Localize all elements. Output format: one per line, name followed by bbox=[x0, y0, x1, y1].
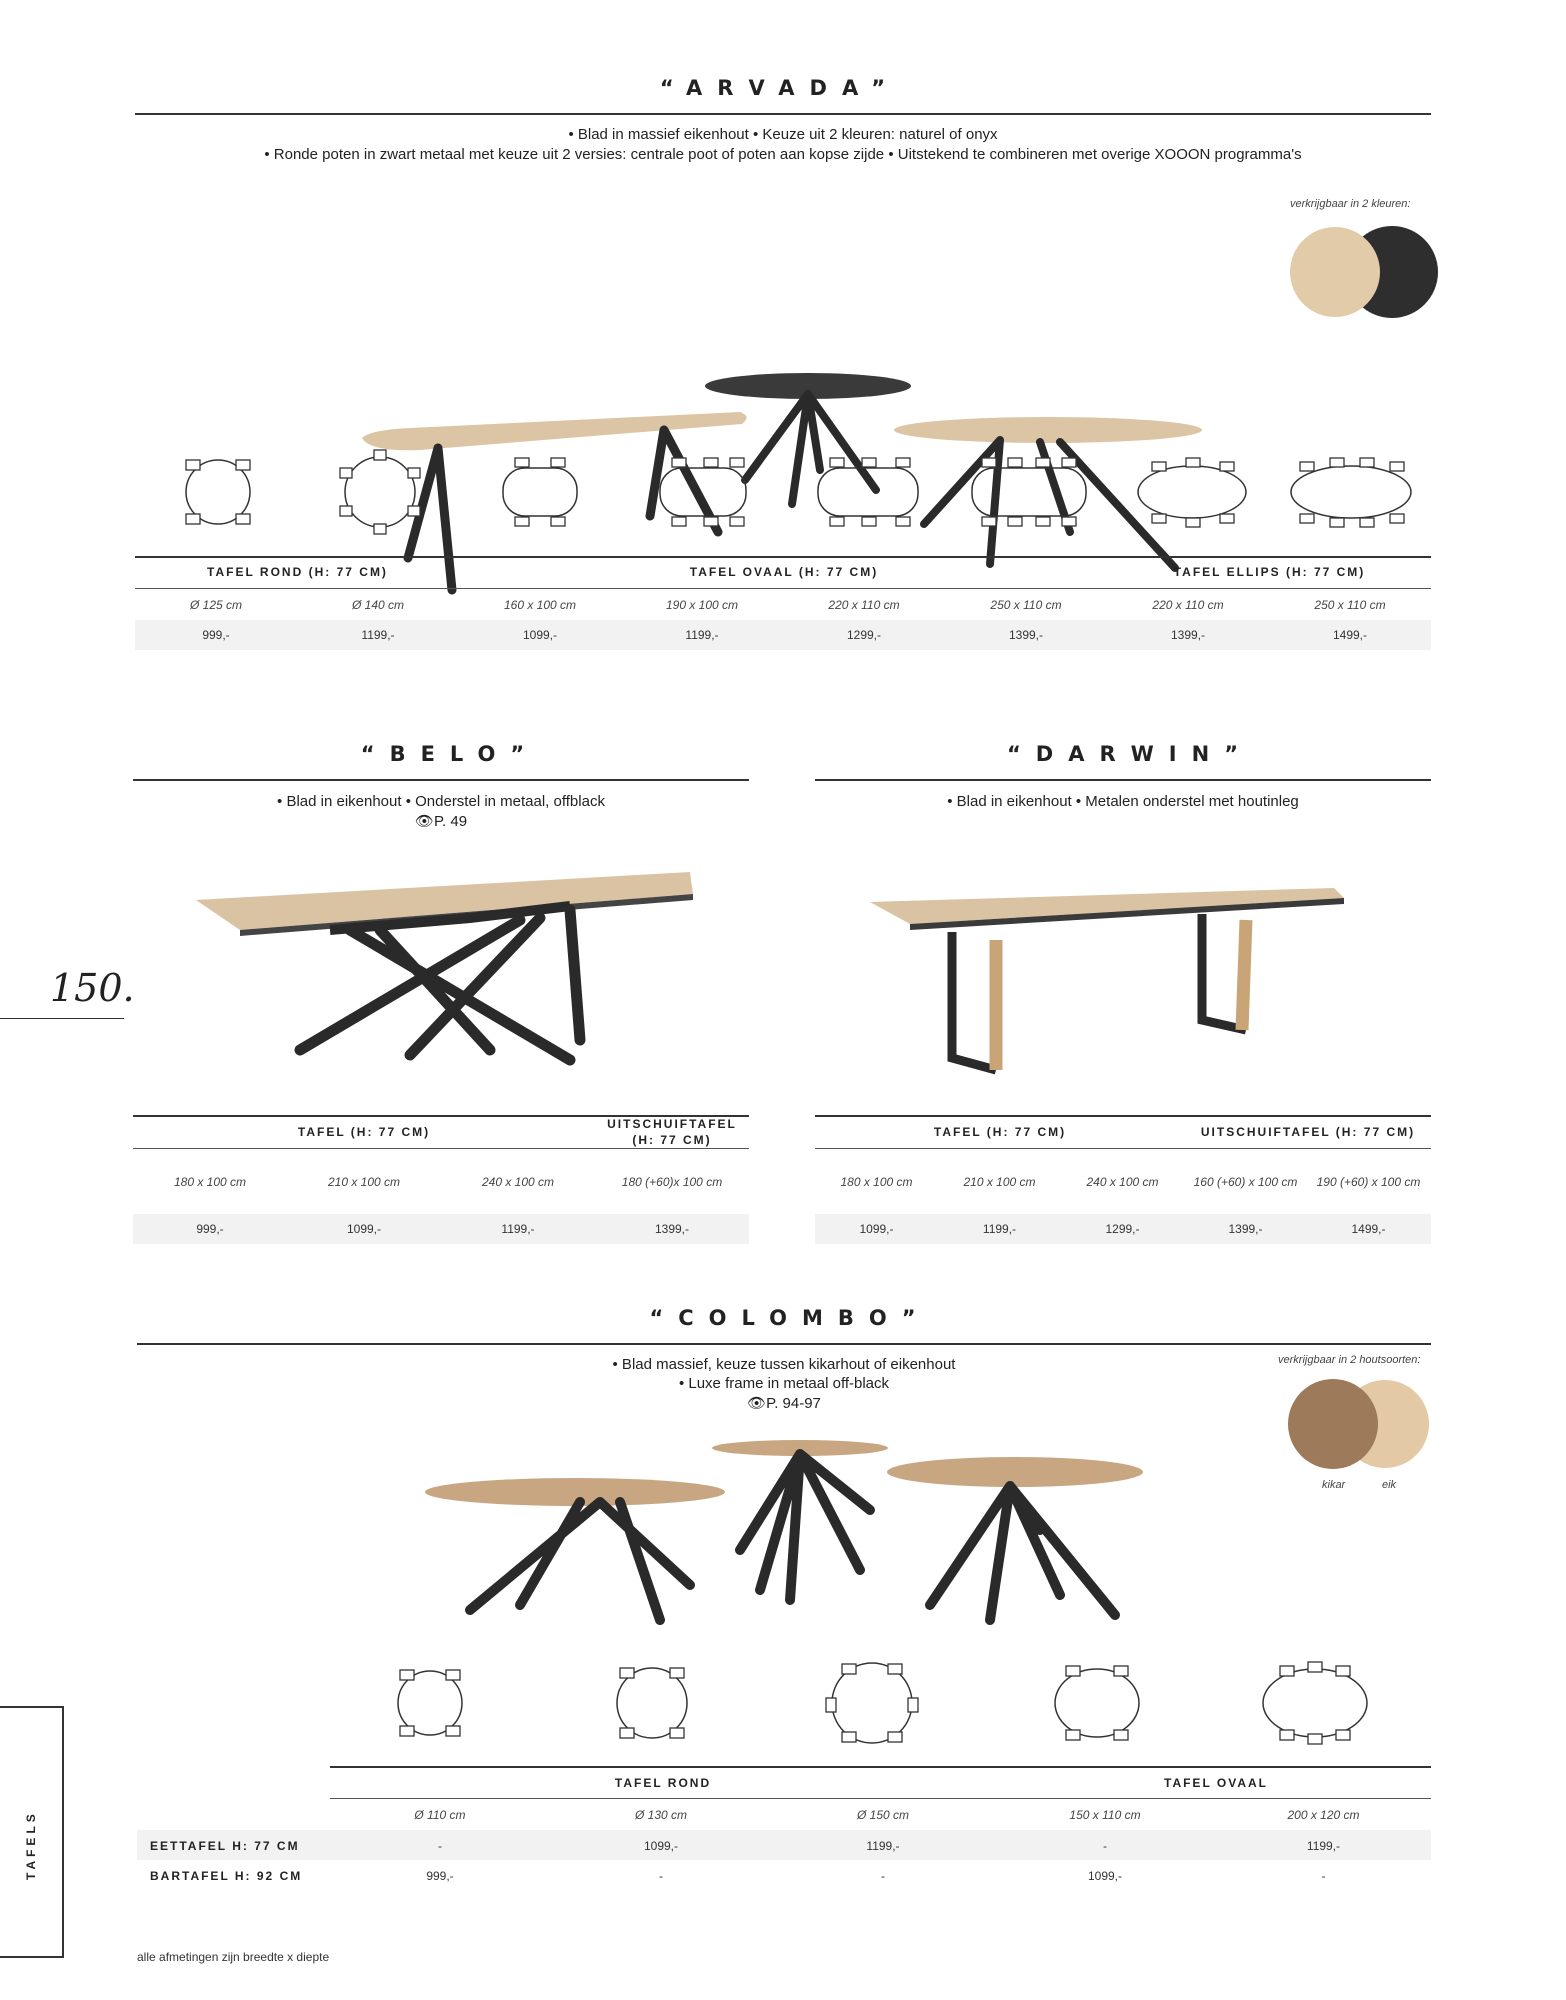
colombo-price: 999,- bbox=[426, 1869, 454, 1883]
colombo-header-rule bbox=[330, 1798, 1431, 1799]
eye-icon: 👁 bbox=[414, 813, 434, 830]
darwin-title: “DARWIN” bbox=[1006, 742, 1253, 766]
belo-size: 180 x 100 cm bbox=[173, 1175, 247, 1189]
colombo-price: 1199,- bbox=[1306, 1839, 1341, 1853]
colombo-title: “COLOMBO” bbox=[649, 1306, 931, 1330]
arvada-size: 250 x 110 cm bbox=[990, 598, 1062, 612]
arvada-price: 1299,- bbox=[846, 628, 882, 642]
colombo-price: 1199,- bbox=[866, 1839, 900, 1853]
belo-title: “BELO” bbox=[360, 742, 540, 766]
darwin-size: 240 x 100 cm bbox=[1086, 1175, 1159, 1189]
belo-page-ref[interactable]: P. 49 bbox=[433, 813, 468, 830]
arvada-title-rule bbox=[135, 113, 1431, 115]
arvada-price: 1199,- bbox=[685, 628, 719, 642]
colombo-swatch-kikar: kikar bbox=[1322, 1479, 1346, 1491]
arvada-swatches bbox=[1285, 222, 1445, 322]
arvada-header-ellips: TAFEL ELLIPS (H: 77 CM) bbox=[1173, 565, 1366, 579]
arvada-seating-diagrams bbox=[0, 448, 1566, 538]
arvada-size: 220 x 110 cm bbox=[828, 598, 900, 612]
colombo-price: - bbox=[881, 1869, 885, 1883]
colombo-seating-diagrams bbox=[0, 1658, 1566, 1748]
arvada-size: Ø 125 cm bbox=[189, 598, 243, 612]
colombo-table-top-rule bbox=[330, 1766, 1431, 1768]
darwin-price: 1499,- bbox=[1351, 1222, 1386, 1236]
darwin-bullets: • Blad in eikenhout • Metalen onderstel met houtinleg bbox=[947, 793, 1299, 810]
darwin-size: 190 (+60) x 100 cm bbox=[1316, 1175, 1421, 1189]
darwin-size: 180 x 100 cm bbox=[840, 1175, 913, 1189]
arvada-price: 1399,- bbox=[1008, 628, 1044, 642]
eye-icon: 👁 bbox=[747, 1395, 767, 1412]
colombo-row-label: EETTAFEL H: 77 CM bbox=[150, 1839, 300, 1853]
colombo-price: - bbox=[659, 1869, 663, 1883]
colombo-header-rond: TAFEL ROND bbox=[614, 1776, 712, 1790]
belo-table-image bbox=[190, 870, 750, 1090]
arvada-bullets-line2: • Ronde poten in zwart metaal met keuze uit 2 versies: centrale poot of poten aan kopse zijde • Uitstekend te combineren met overige XOOON programma's bbox=[264, 146, 1302, 163]
colombo-size: Ø 130 cm bbox=[634, 1808, 688, 1822]
darwin-table-image bbox=[866, 880, 1386, 1090]
colombo-size: Ø 110 cm bbox=[414, 1808, 466, 1822]
arvada-size: Ø 140 cm bbox=[351, 598, 405, 612]
colombo-price: - bbox=[1103, 1839, 1107, 1853]
arvada-price: 999,- bbox=[202, 628, 230, 642]
arvada-price: 1399,- bbox=[1170, 628, 1206, 642]
belo-price: 999,- bbox=[196, 1222, 224, 1236]
colombo-price: 1099,- bbox=[643, 1839, 679, 1853]
colombo-swatch-eik: eik bbox=[1382, 1479, 1397, 1491]
arvada-size: 190 x 100 cm bbox=[665, 598, 739, 612]
belo-page-ref-row bbox=[133, 812, 749, 830]
belo-header-tafel: TAFEL (H: 77 CM) bbox=[297, 1125, 431, 1139]
arvada-bullets-line1: • Blad in massief eikenhout • Keuze uit 2 kleuren: naturel of onyx bbox=[568, 126, 998, 143]
belo-price: 1399,- bbox=[654, 1222, 690, 1236]
colombo-title-rule bbox=[137, 1343, 1431, 1345]
arvada-swatch-label: verkrijgbaar in 2 kleuren: bbox=[1290, 198, 1411, 210]
darwin-size: 160 (+60) x 100 cm bbox=[1193, 1175, 1298, 1189]
arvada-price: 1099,- bbox=[522, 628, 558, 642]
page-number-rule bbox=[0, 1018, 124, 1019]
colombo-bullets-line2: • Luxe frame in metaal off-black bbox=[678, 1375, 890, 1392]
belo-header-uitschuif-1: UITSCHUIFTAFEL bbox=[607, 1117, 737, 1131]
footnote: alle afmetingen zijn breedte x diepte bbox=[137, 1950, 330, 1964]
colombo-row-label: BARTAFEL H: 92 CM bbox=[150, 1869, 303, 1883]
colombo-page-ref-row bbox=[137, 1394, 1431, 1412]
darwin-title-rule bbox=[815, 779, 1431, 781]
belo-bullets: • Blad in eikenhout • Onderstel in metaal, offblack bbox=[277, 793, 605, 810]
colombo-size: 200 x 120 cm bbox=[1287, 1808, 1360, 1822]
colombo-size: Ø 150 cm bbox=[856, 1808, 910, 1822]
colombo-price: - bbox=[438, 1839, 442, 1853]
darwin-header-rule bbox=[815, 1148, 1431, 1149]
arvada-size: 220 x 110 cm bbox=[1152, 598, 1224, 612]
colombo-price: 1099,- bbox=[1087, 1869, 1123, 1883]
page-number: 150. bbox=[50, 966, 135, 1010]
colombo-bullets-line1: • Blad massief, keuze tussen kikarhout of eikenhout bbox=[612, 1356, 956, 1373]
colombo-size: 150 x 110 cm bbox=[1069, 1808, 1141, 1822]
arvada-header-ovaal: TAFEL OVAAL (H: 77 CM) bbox=[689, 565, 879, 579]
arvada-header-rule bbox=[135, 588, 1431, 589]
arvada-title: “ARVADA” bbox=[659, 76, 901, 100]
colombo-swatch-label: verkrijgbaar in 2 houtsoorten: bbox=[1278, 1354, 1421, 1366]
colombo-price: - bbox=[1321, 1869, 1326, 1883]
darwin-header-uitschuif: UITSCHUIFTAFEL (H: 77 CM) bbox=[1200, 1125, 1416, 1139]
belo-header-uitschuif-2: (H: 77 CM) bbox=[632, 1133, 712, 1147]
belo-price: 1199,- bbox=[501, 1222, 535, 1236]
arvada-size: 250 x 110 cm bbox=[1314, 598, 1386, 612]
darwin-size: 210 x 100 cm bbox=[963, 1175, 1036, 1189]
colombo-page-ref[interactable]: P. 94-97 bbox=[766, 1395, 821, 1412]
arvada-price: 1199,- bbox=[361, 628, 395, 642]
arvada-size: 160 x 100 cm bbox=[503, 598, 577, 612]
belo-size: 180 (+60)x 100 cm bbox=[621, 1175, 723, 1189]
belo-price: 1099,- bbox=[346, 1222, 382, 1236]
darwin-price: 1099,- bbox=[859, 1222, 894, 1236]
arvada-header-rond: TAFEL ROND (H: 77 CM) bbox=[207, 565, 388, 579]
colombo-tables-image bbox=[0, 1430, 1566, 1660]
darwin-price: 1199,- bbox=[982, 1222, 1017, 1236]
darwin-header-tafel: TAFEL (H: 77 CM) bbox=[933, 1125, 1067, 1139]
arvada-price: 1499,- bbox=[1332, 628, 1368, 642]
belo-title-rule bbox=[133, 779, 749, 781]
colombo-header-ovaal: TAFEL OVAAL bbox=[1164, 1776, 1268, 1790]
belo-size: 240 x 100 cm bbox=[481, 1175, 555, 1189]
darwin-table-top-rule bbox=[815, 1115, 1431, 1117]
belo-size: 210 x 100 cm bbox=[327, 1175, 401, 1189]
belo-header-rule bbox=[133, 1148, 749, 1149]
arvada-table-top-rule bbox=[135, 556, 1431, 558]
side-tab-label[interactable]: TAFELS bbox=[24, 1810, 38, 1880]
darwin-price: 1399,- bbox=[1228, 1222, 1263, 1236]
darwin-price: 1299,- bbox=[1105, 1222, 1140, 1236]
